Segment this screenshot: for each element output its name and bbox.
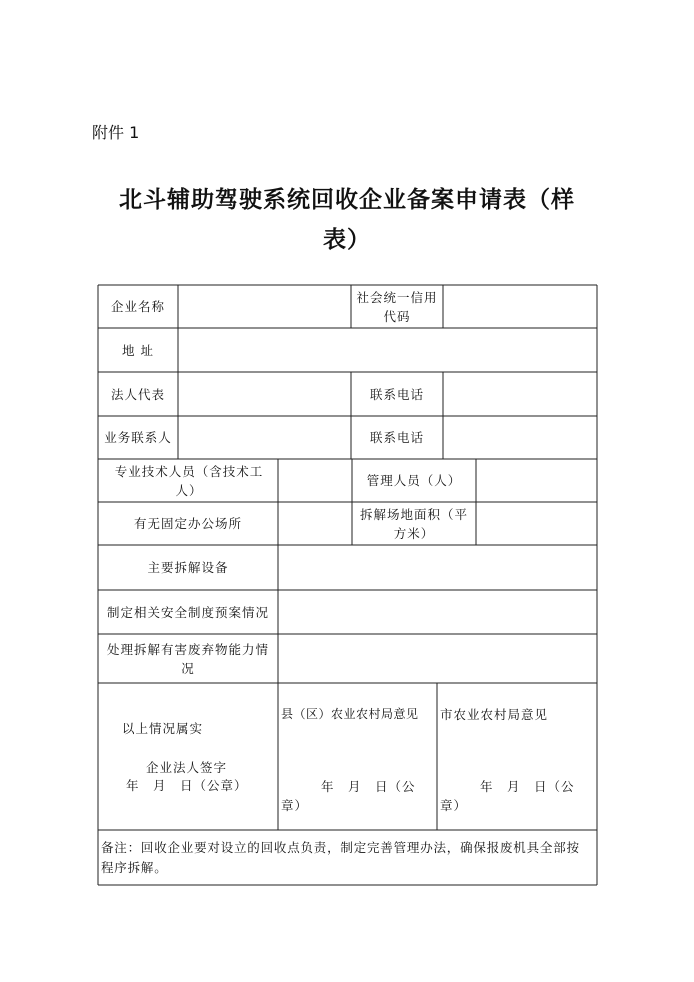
hazard-capacity-label: 处理拆解有害废弃物能力情况 <box>106 641 269 676</box>
tech-staff-label: 专业技术人员（含技术工人） <box>114 463 264 498</box>
county-opinion-label: 县（区）农业农村局意见 <box>281 707 419 721</box>
company-name-label: 企业名称 <box>110 299 165 314</box>
main-equipment-label: 主要拆解设备 <box>147 560 229 575</box>
safety-system-label: 制定相关安全制度预案情况 <box>106 604 269 620</box>
business-contact-label: 业务联系人 <box>104 430 172 445</box>
page-title <box>92 180 602 260</box>
county-date-seal: 年 月 日（公章） <box>281 779 416 813</box>
fixed-office-label: 有无固定办公场所 <box>133 516 242 531</box>
phone-label-1: 联系电话 <box>369 386 424 402</box>
title-line-1: 北斗辅助驾驶系统回收企业备案申请表（样 <box>119 186 575 213</box>
phone-label-2: 联系电话 <box>369 430 424 445</box>
address-label: 地 址 <box>122 342 154 358</box>
city-opinion-label: 市农业农村局意见 <box>440 707 549 722</box>
note-text: 备注：回收企业要对设立的回收点负责，制定完善管理办法，确保报废机具全部按程序拆解。 <box>101 840 580 875</box>
city-date-seal: 年 月 日（公章） <box>440 779 575 813</box>
annex-label: 附件 1 <box>92 123 140 142</box>
legal-rep-label: 法人代表 <box>110 386 165 402</box>
declaration-text: 以上情况属实 <box>122 721 204 736</box>
title-line-2: 表） <box>323 226 371 253</box>
mgmt-staff-label: 管理人员（人） <box>366 473 462 488</box>
dismantle-area-label: 拆解场地面积（平方米） <box>359 506 468 541</box>
applicant-date-seal: 年 月 日（公章） <box>126 778 248 793</box>
legal-signature-label: 企业法人签字 <box>146 760 228 775</box>
credit-code-label: 社会统一信用代码 <box>356 289 438 324</box>
